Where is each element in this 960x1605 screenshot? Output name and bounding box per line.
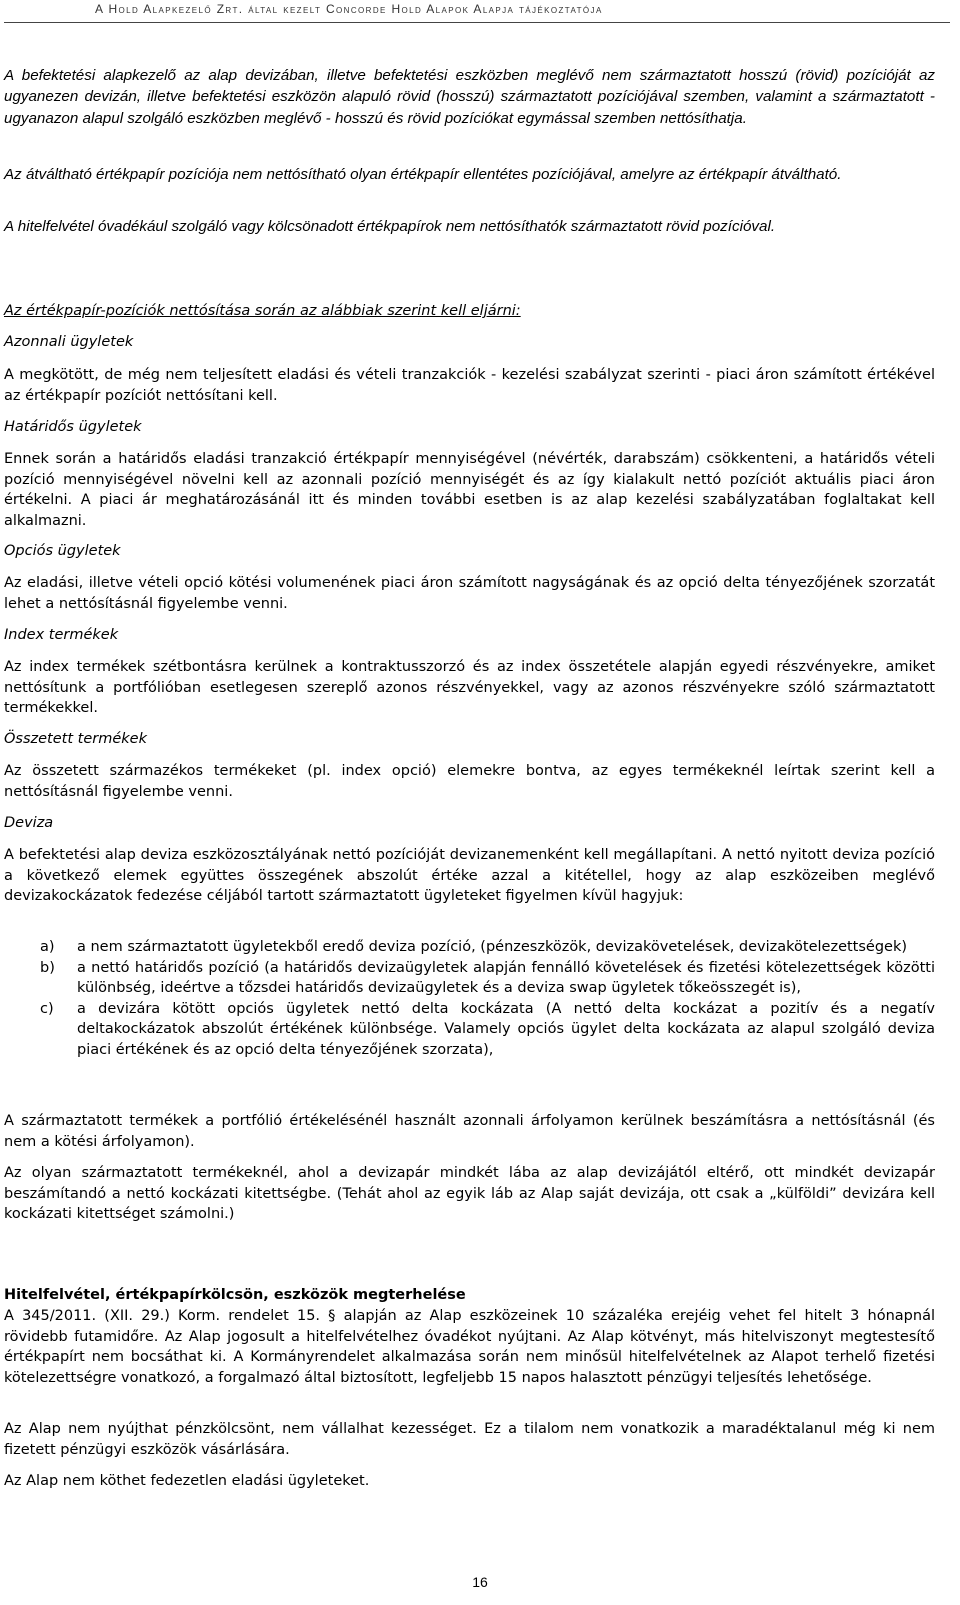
list-item-text: a nettó határidős pozíció (a határidős devizaügyletek alapján fennálló követelések és fizetési kötelezettségek közötti különbség, ideértve a tőzsdei határidős devizaügyletek és a deviza swap ügyletek tőkeösszegét is),	[77, 959, 935, 997]
heading-hataridos: Határidős ügyletek	[4, 419, 142, 435]
list-item	[4, 958, 935, 999]
heading-netting-rules: Az értékpapír-pozíciók nettósítása során az alábbiak szerint kell eljárni:	[4, 303, 521, 319]
paragraph-currency-pair: Az olyan származtatott termékeknél, ahol a devizapár mindkét lába az alap devizájától eltérő, ott mindkét devizapár beszámítandó a nettó kockázati kitettségbe. (Tehát ahol az egyik láb az Alap saját devizája, ott csak a „külföldi” devizára kell kockázati kitettséget számolni.)	[4, 1165, 935, 1223]
paragraph-hitelfelvetel: A 345/2011. (XII. 29.) Korm. rendelet 15. § alapján az Alap eszközeinek 10 százaléka erejéig vehet fel hitelt 3 hónapnál rövidebb futamidőre. Az Alap jogosult a hitelfelvételhez óvadékot nyújtani. Az Alap kötvényt, más hitelviszonyt megtestesítő értékpapírt nem bocsáthat ki. A Kormányrendelet alkalmazása során nem minősül hitelfelvételnek az Alapot terhelő fizetési kötelezettségre vonatkozó, a forgalmazó által biztosított, legfeljebb 15 napos halasztott pénzügyi teljesítés lehetősége.	[4, 1308, 935, 1386]
paragraph-penzkolcson: Az Alap nem nyújthat pénzkölcsönt, nem vállalhat kezességet. Ez a tilalom nem vonatkozik a maradéktalanul még ki nem fizetett pénzügyi eszközök vásárlására.	[4, 1421, 935, 1458]
header-text: A Hold Alapkezelő Zrt. által kezelt Concorde Hold Alapok Alapja tájékoztatója	[95, 2, 603, 16]
paragraph-spot-rate: A származtatott termékek a portfólió értékelésénél használt azonnali árfolyamon kerülnek beszámításra a nettósításnál (és nem a kötési árfolyamon).	[4, 1113, 935, 1150]
section-heading-hitelfelvetel: Hitelfelvétel, értékpapírkölcsön, eszközök megterhelése	[4, 1287, 466, 1303]
list-marker: c)	[40, 1000, 54, 1017]
list-item-text: a devizára kötött opciós ügyletek nettó delta kockázata (A nettó delta kockázat a pozitív és a negatív deltakockázatok abszolút értékének különbsége. Valamely opciós ügylet delta kockázata az alapul szolgáló deviza piaci értékének és az opció delta tényezőjének szorzata),	[77, 1000, 935, 1058]
header-rule	[4, 22, 950, 23]
paragraph-opcios: Az eladási, illetve vételi opció kötési volumenének piaci áron számított nagyságának és az opció delta tényezőjének szorzatát lehet a nettósításnál figyelembe venni.	[4, 575, 935, 612]
list-marker: a)	[40, 939, 55, 955]
heading-deviza: Deviza	[4, 815, 54, 831]
paragraph-netting-intro: A befektetési alapkezelő az alap devizában, illetve befektetési eszközben meglévő nem származtatott hosszú (rövid) pozícióját az ugyanezen devizán, illetve befektetési eszközön alapuló rövid (hosszú) származtatott pozíciójával szemben, valamint a származtatott - ugyanazon alapul szolgáló eszközben meglévő - hosszú és rövid pozíciókat egymással szemben nettósíthatja.	[4, 67, 935, 127]
running-header	[95, 0, 603, 24]
deviza-elements-list	[4, 937, 935, 1061]
paragraph-fedezetlen: Az Alap nem köthet fedezetlen eladási ügyleteket.	[4, 1473, 370, 1489]
paragraph-deviza: A befektetési alap deviza eszközosztályának nettó pozícióját devizanemenként kell megállapítani. A nettó nyitott deviza pozíció a következő elemek együttes összegének abszolút értéke azzal a kitétellel, hogy az alap eszközeiben meglévő devizakockázatok fedezése céljából tartott származtatott ügyleteket figyelmen kívül hagyjuk:	[4, 847, 935, 905]
list-item-text: a nem származtatott ügyletekből eredő deviza pozíció, (pénzeszközök, devizakövetelések, devizakötelezettségek)	[77, 939, 908, 955]
list-item	[4, 999, 935, 1061]
paragraph-hataridos: Ennek során a határidős eladási tranzakció értékpapír mennyiségével (névérték, darabszám) csökkenteni, a határidős vételi pozíció mennyiségével növelni kell az azonnali pozíció mennyiségét és az így kialakult nettó pozíciót aktuális piaci áron értékelni. A piaci ár meghatározásánál itt és minden további esetben is az alap kezelési szabályzatában foglaltakat kell alkalmazni.	[4, 451, 935, 529]
list-marker: b)	[40, 959, 55, 976]
heading-index: Index termékek	[4, 627, 119, 643]
heading-opcios: Opciós ügyletek	[4, 543, 121, 559]
paragraph-index: Az index termékek szétbontásra kerülnek a kontraktusszorzó és az index összetétele alapján egyedi részvényekre, amiket nettósítunk a portfólióban esetlegesen szereplő azonos részvényekkel, vagy az azonos részvényekre szóló származtatott termékekkel.	[4, 659, 935, 717]
heading-osszetett: Összetett termékek	[4, 731, 147, 747]
paragraph-collateral: A hitelfelvétel óvadékául szolgáló vagy kölcsönadott értékpapírok nem nettósíthatók származtatott rövid pozícióval.	[4, 218, 776, 235]
heading-azonnali: Azonnali ügyletek	[4, 334, 134, 350]
list-item	[4, 937, 935, 958]
page-number: 16	[472, 1574, 488, 1590]
paragraph-azonnali: A megkötött, de még nem teljesített eladási és vételi tranzakciók - kezelési szabályzat szerinti - piaci áron számított értékével az értékpapír pozíciót nettósítani kell.	[4, 367, 935, 404]
paragraph-osszetett: Az összetett származékos termékeket (pl. index opció) elemekre bontva, az egyes termékeknél leírtak szerint kell a nettósításnál figyelembe venni.	[4, 763, 935, 800]
paragraph-convertible: Az átváltható értékpapír pozíciója nem nettósítható olyan értékpapír ellentétes pozíciójával, amelyre az értékpapír átváltható.	[4, 166, 842, 183]
